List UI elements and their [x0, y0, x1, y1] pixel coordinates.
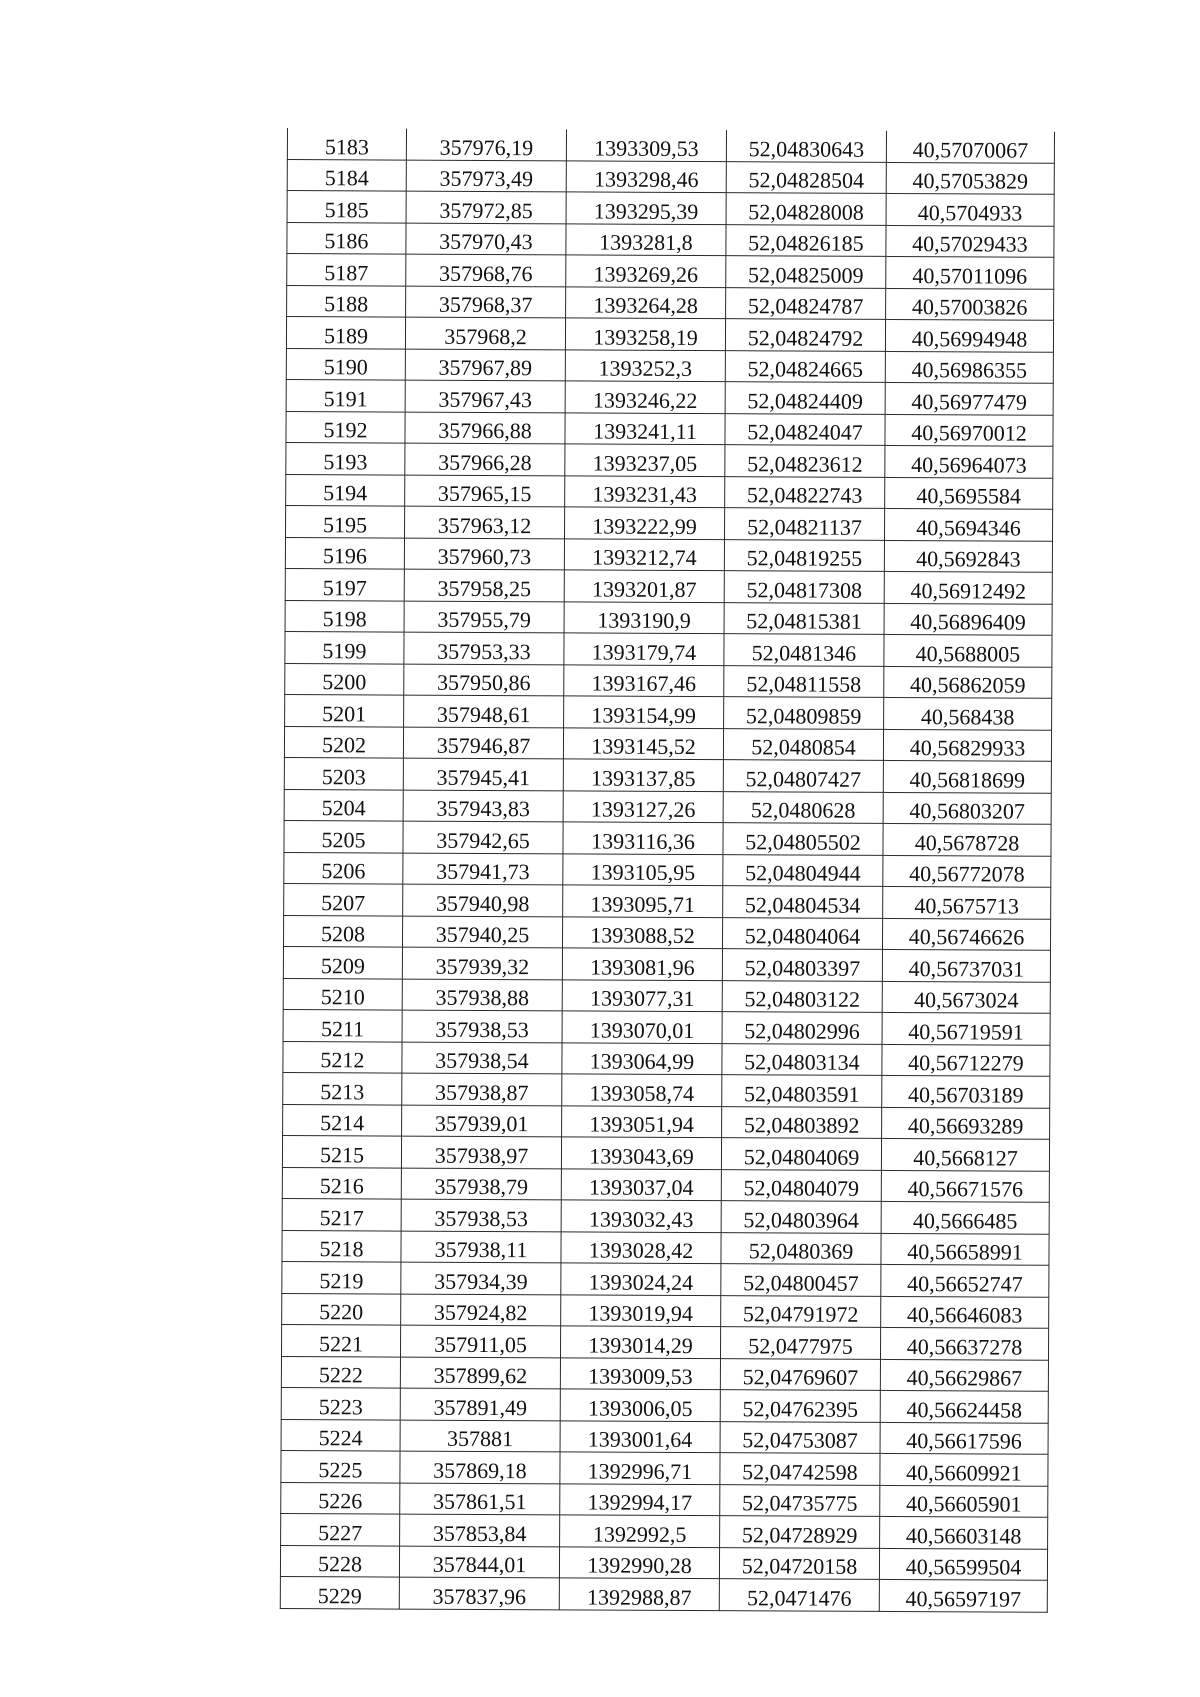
y-coordinate-cell: 1393295,39 [566, 192, 726, 224]
latitude-cell: 52,04803134 [722, 1043, 882, 1075]
x-coordinate-cell: 357939,32 [402, 947, 562, 979]
latitude-cell: 52,04803892 [722, 1106, 882, 1138]
y-coordinate-cell: 1393258,19 [565, 318, 725, 350]
point-number-cell: 5225 [281, 1450, 400, 1482]
table-row [283, 1072, 1050, 1107]
longitude-cell: 40,56617596 [880, 1422, 1048, 1454]
x-coordinate-cell: 357861,51 [400, 1483, 560, 1515]
y-coordinate-cell: 1393009,53 [560, 1357, 720, 1389]
point-number-cell: 5220 [282, 1293, 401, 1325]
latitude-cell: 52,04803964 [721, 1201, 881, 1233]
table-row [280, 1545, 1047, 1580]
y-coordinate-cell: 1393006,05 [560, 1389, 720, 1421]
x-coordinate-cell: 357966,88 [405, 412, 565, 444]
point-number-cell: 5214 [283, 1104, 402, 1136]
y-coordinate-cell: 1393145,52 [563, 727, 723, 759]
table-row [281, 1324, 1048, 1359]
longitude-cell: 40,56746626 [882, 918, 1050, 950]
latitude-cell: 52,04804944 [723, 854, 883, 886]
point-number-cell: 5228 [280, 1545, 399, 1577]
table-row [286, 505, 1053, 540]
y-coordinate-cell: 1393190,9 [564, 601, 724, 633]
y-coordinate-cell: 1393179,74 [564, 633, 724, 665]
table-row [286, 348, 1053, 383]
point-number-cell: 5226 [281, 1482, 400, 1514]
latitude-cell: 52,04800457 [721, 1264, 881, 1296]
table-row [281, 1387, 1048, 1422]
latitude-cell: 52,04728929 [720, 1516, 880, 1548]
y-coordinate-cell: 1393201,87 [564, 570, 724, 602]
point-number-cell: 5208 [284, 915, 403, 947]
latitude-cell: 52,04824047 [725, 413, 885, 445]
longitude-cell: 40,5666485 [881, 1201, 1049, 1233]
point-number-cell: 5216 [282, 1167, 401, 1199]
latitude-cell: 52,04819255 [724, 539, 884, 571]
point-number-cell: 5202 [284, 726, 403, 758]
longitude-cell: 40,56977479 [885, 382, 1053, 414]
y-coordinate-cell: 1393264,28 [566, 286, 726, 318]
point-number-cell: 5199 [285, 631, 404, 663]
x-coordinate-cell: 357899,62 [400, 1357, 560, 1389]
point-number-cell: 5219 [282, 1261, 401, 1293]
y-coordinate-cell: 1392988,87 [559, 1578, 719, 1610]
y-coordinate-cell: 1392990,28 [559, 1546, 719, 1578]
point-number-cell: 5217 [282, 1198, 401, 1230]
longitude-cell: 40,56986355 [885, 351, 1053, 383]
table-row [287, 254, 1054, 289]
x-coordinate-cell: 357869,18 [400, 1451, 560, 1483]
point-number-cell: 5183 [287, 128, 406, 160]
y-coordinate-cell: 1393032,43 [561, 1200, 721, 1232]
point-number-cell: 5193 [286, 442, 405, 474]
x-coordinate-cell: 357938,79 [401, 1168, 561, 1200]
latitude-cell: 52,04824792 [725, 319, 885, 351]
table-row [283, 978, 1050, 1013]
longitude-cell: 40,56646083 [881, 1296, 1049, 1328]
longitude-cell: 40,56964073 [885, 445, 1053, 477]
longitude-cell: 40,56652747 [881, 1264, 1049, 1296]
table-row [287, 159, 1054, 194]
y-coordinate-cell: 1393298,46 [566, 160, 726, 192]
table-row [286, 474, 1053, 509]
y-coordinate-cell: 1393064,99 [562, 1042, 722, 1074]
longitude-cell: 40,56599504 [879, 1548, 1047, 1580]
longitude-cell: 40,56896409 [884, 603, 1052, 635]
latitude-cell: 52,04791972 [721, 1295, 881, 1327]
y-coordinate-cell: 1393014,29 [560, 1326, 720, 1358]
x-coordinate-cell: 357960,73 [404, 538, 564, 570]
x-coordinate-cell: 357968,2 [405, 317, 565, 349]
point-number-cell: 5221 [281, 1324, 400, 1356]
x-coordinate-cell: 357963,12 [404, 506, 564, 538]
longitude-cell: 40,57070067 [886, 131, 1054, 163]
x-coordinate-cell: 357938,53 [401, 1199, 561, 1231]
table-row [284, 789, 1051, 824]
latitude-cell: 52,04804079 [721, 1169, 881, 1201]
table-row [281, 1482, 1048, 1517]
x-coordinate-cell: 357837,96 [399, 1577, 559, 1609]
longitude-cell: 40,56629867 [880, 1359, 1048, 1391]
point-number-cell: 5196 [285, 537, 404, 569]
point-number-cell: 5184 [287, 159, 406, 191]
longitude-cell: 40,56818699 [883, 760, 1051, 792]
y-coordinate-cell: 1393167,46 [564, 664, 724, 696]
table-row [283, 1009, 1050, 1044]
y-coordinate-cell: 1393252,3 [565, 349, 725, 381]
x-coordinate-cell: 357950,86 [404, 664, 564, 696]
table-row [285, 694, 1052, 729]
x-coordinate-cell: 357938,97 [401, 1136, 561, 1168]
point-number-cell: 5224 [281, 1419, 400, 1451]
x-coordinate-cell: 357891,49 [400, 1388, 560, 1420]
x-coordinate-cell: 357911,05 [400, 1325, 560, 1357]
longitude-cell: 40,56803207 [883, 792, 1051, 824]
y-coordinate-cell: 1393037,04 [561, 1168, 721, 1200]
y-coordinate-cell: 1393309,53 [566, 129, 726, 161]
y-coordinate-cell: 1393137,85 [563, 759, 723, 791]
table-row [284, 820, 1051, 855]
y-coordinate-cell: 1393070,01 [562, 1011, 722, 1043]
y-coordinate-cell: 1393231,43 [565, 475, 725, 507]
latitude-cell: 52,04803397 [722, 949, 882, 981]
latitude-cell: 52,04811558 [724, 665, 884, 697]
y-coordinate-cell: 1392996,71 [560, 1452, 720, 1484]
longitude-cell: 40,57029433 [886, 225, 1054, 257]
latitude-cell: 52,04825009 [726, 256, 886, 288]
table-row [285, 537, 1052, 572]
longitude-cell: 40,56829933 [883, 729, 1051, 761]
point-number-cell: 5209 [283, 946, 402, 978]
x-coordinate-cell: 357973,49 [406, 160, 566, 192]
y-coordinate-cell: 1393127,26 [563, 790, 723, 822]
x-coordinate-cell: 357968,76 [406, 254, 566, 286]
latitude-cell: 52,04815381 [724, 602, 884, 634]
y-coordinate-cell: 1393281,8 [566, 223, 726, 255]
latitude-cell: 52,04803122 [722, 980, 882, 1012]
longitude-cell: 40,56637278 [880, 1327, 1048, 1359]
longitude-cell: 40,56712279 [882, 1044, 1050, 1076]
x-coordinate-cell: 357968,37 [406, 286, 566, 318]
point-number-cell: 5198 [285, 600, 404, 632]
x-coordinate-cell: 357939,01 [402, 1105, 562, 1137]
latitude-cell: 52,04805502 [723, 823, 883, 855]
table-row [282, 1293, 1049, 1328]
x-coordinate-cell: 357945,41 [403, 758, 563, 790]
y-coordinate-cell: 1393081,96 [562, 948, 722, 980]
longitude-cell: 40,56603148 [880, 1516, 1048, 1548]
latitude-cell: 52,04769607 [720, 1358, 880, 1390]
longitude-cell: 40,56994948 [885, 319, 1053, 351]
x-coordinate-cell: 357958,25 [404, 569, 564, 601]
table-row [285, 631, 1052, 666]
table-row [282, 1261, 1049, 1296]
longitude-cell: 40,57003826 [886, 288, 1054, 320]
point-number-cell: 5210 [283, 978, 402, 1010]
y-coordinate-cell: 1393116,36 [563, 822, 723, 854]
y-coordinate-cell: 1392992,5 [560, 1515, 720, 1547]
x-coordinate-cell: 357844,01 [399, 1546, 559, 1578]
x-coordinate-cell: 357970,43 [406, 223, 566, 255]
latitude-cell: 52,04802996 [722, 1012, 882, 1044]
table-row [286, 442, 1053, 477]
longitude-cell: 40,56624458 [880, 1390, 1048, 1422]
x-coordinate-cell: 357942,65 [403, 821, 563, 853]
x-coordinate-cell: 357967,43 [405, 380, 565, 412]
y-coordinate-cell: 1393058,74 [562, 1074, 722, 1106]
table-row [281, 1513, 1048, 1548]
y-coordinate-cell: 1393043,69 [561, 1137, 721, 1169]
point-number-cell: 5194 [286, 474, 405, 506]
y-coordinate-cell: 1393222,99 [564, 507, 724, 539]
latitude-cell: 52,0480369 [721, 1232, 881, 1264]
longitude-cell: 40,5695584 [885, 477, 1053, 509]
x-coordinate-cell: 357946,87 [403, 727, 563, 759]
x-coordinate-cell: 357941,73 [403, 853, 563, 885]
longitude-cell: 40,56703189 [882, 1075, 1050, 1107]
x-coordinate-cell: 357965,15 [405, 475, 565, 507]
longitude-cell: 40,56912492 [884, 571, 1052, 603]
x-coordinate-cell: 357938,54 [402, 1042, 562, 1074]
x-coordinate-cell: 357940,98 [403, 884, 563, 916]
table-row [286, 411, 1053, 446]
latitude-cell: 52,04830643 [726, 130, 886, 162]
latitude-cell: 52,0480628 [723, 791, 883, 823]
longitude-cell: 40,5673024 [882, 981, 1050, 1013]
x-coordinate-cell: 357976,19 [406, 129, 566, 161]
y-coordinate-cell: 1393051,94 [562, 1105, 722, 1137]
coordinates-table [280, 128, 1055, 1612]
point-number-cell: 5229 [280, 1576, 399, 1608]
point-number-cell: 5189 [286, 317, 405, 349]
point-number-cell: 5187 [287, 254, 406, 286]
point-number-cell: 5205 [284, 820, 403, 852]
y-coordinate-cell: 1393077,31 [562, 979, 722, 1011]
table-row [281, 1356, 1048, 1391]
table-row [282, 1230, 1049, 1265]
table-row [282, 1198, 1049, 1233]
latitude-cell: 52,04809859 [724, 697, 884, 729]
latitude-cell: 52,04823612 [725, 445, 885, 477]
y-coordinate-cell: 1393105,95 [563, 853, 723, 885]
x-coordinate-cell: 357938,53 [402, 1010, 562, 1042]
point-number-cell: 5197 [285, 568, 404, 600]
latitude-cell: 52,0477975 [720, 1327, 880, 1359]
table-row [282, 1135, 1049, 1170]
latitude-cell: 52,04804064 [722, 917, 882, 949]
table-row [281, 1450, 1048, 1485]
longitude-cell: 40,56693289 [882, 1107, 1050, 1139]
point-number-cell: 5204 [284, 789, 403, 821]
table-row [283, 1041, 1050, 1076]
latitude-cell: 52,04824409 [725, 382, 885, 414]
latitude-cell: 52,04828008 [726, 193, 886, 225]
y-coordinate-cell: 1393212,74 [564, 538, 724, 570]
x-coordinate-cell: 357881 [400, 1420, 560, 1452]
point-number-cell: 5195 [286, 505, 405, 537]
point-number-cell: 5212 [283, 1041, 402, 1073]
longitude-cell: 40,5694346 [884, 508, 1052, 540]
longitude-cell: 40,5692843 [884, 540, 1052, 572]
table-row [287, 222, 1054, 257]
point-number-cell: 5191 [286, 379, 405, 411]
latitude-cell: 52,04822743 [725, 476, 885, 508]
point-number-cell: 5200 [285, 663, 404, 695]
longitude-cell: 40,56605901 [880, 1485, 1048, 1517]
latitude-cell: 52,04826185 [726, 224, 886, 256]
x-coordinate-cell: 357940,25 [402, 916, 562, 948]
latitude-cell: 52,04762395 [720, 1390, 880, 1422]
point-number-cell: 5206 [284, 852, 403, 884]
latitude-cell: 52,04824787 [726, 287, 886, 319]
longitude-cell: 40,56597197 [879, 1579, 1047, 1611]
longitude-cell: 40,56970012 [885, 414, 1053, 446]
table-row [284, 757, 1051, 792]
table-row [284, 726, 1051, 761]
table-row [285, 663, 1052, 698]
y-coordinate-cell: 1393246,22 [565, 381, 725, 413]
point-number-cell: 5213 [283, 1072, 402, 1104]
x-coordinate-cell: 357943,83 [403, 790, 563, 822]
latitude-cell: 52,0481346 [724, 634, 884, 666]
table-row [286, 379, 1053, 414]
longitude-cell: 40,56658991 [881, 1233, 1049, 1265]
latitude-cell: 52,04817308 [724, 571, 884, 603]
longitude-cell: 40,5704933 [886, 193, 1054, 225]
x-coordinate-cell: 357953,33 [404, 632, 564, 664]
y-coordinate-cell: 1393019,94 [561, 1294, 721, 1326]
latitude-cell: 52,04807427 [723, 760, 883, 792]
y-coordinate-cell: 1393088,52 [562, 916, 722, 948]
table-row [287, 191, 1054, 226]
latitude-cell: 52,04804534 [723, 886, 883, 918]
table-row [284, 852, 1051, 887]
latitude-cell: 52,04735775 [720, 1484, 880, 1516]
table-row [284, 883, 1051, 918]
longitude-cell: 40,57053829 [886, 162, 1054, 194]
table-row [280, 1576, 1047, 1611]
table-row [284, 915, 1051, 950]
longitude-cell: 40,5678728 [883, 823, 1051, 855]
latitude-cell: 52,04824665 [725, 350, 885, 382]
x-coordinate-cell: 357966,28 [405, 443, 565, 475]
y-coordinate-cell: 1393269,26 [566, 255, 726, 287]
latitude-cell: 52,04753087 [720, 1421, 880, 1453]
longitude-cell: 40,56671576 [881, 1170, 1049, 1202]
point-number-cell: 5201 [285, 694, 404, 726]
point-number-cell: 5192 [286, 411, 405, 443]
longitude-cell: 40,568438 [884, 697, 1052, 729]
x-coordinate-cell: 357955,79 [404, 601, 564, 633]
point-number-cell: 5223 [281, 1387, 400, 1419]
latitude-cell: 52,0471476 [719, 1579, 879, 1611]
point-number-cell: 5207 [284, 883, 403, 915]
y-coordinate-cell: 1393001,64 [560, 1420, 720, 1452]
latitude-cell: 52,0480854 [723, 728, 883, 760]
x-coordinate-cell: 357938,87 [402, 1073, 562, 1105]
point-number-cell: 5227 [281, 1513, 400, 1545]
latitude-cell: 52,04742598 [720, 1453, 880, 1485]
y-coordinate-cell: 1393024,24 [561, 1263, 721, 1295]
point-number-cell: 5185 [287, 191, 406, 223]
table-row [282, 1167, 1049, 1202]
latitude-cell: 52,04828504 [726, 161, 886, 193]
x-coordinate-cell: 357972,85 [406, 191, 566, 223]
y-coordinate-cell: 1393028,42 [561, 1231, 721, 1263]
latitude-cell: 52,04804069 [721, 1138, 881, 1170]
table-row [285, 600, 1052, 635]
longitude-cell: 40,56737031 [882, 949, 1050, 981]
point-number-cell: 5188 [287, 285, 406, 317]
longitude-cell: 40,56772078 [883, 855, 1051, 887]
point-number-cell: 5222 [281, 1356, 400, 1388]
table-row [281, 1419, 1048, 1454]
point-number-cell: 5211 [283, 1009, 402, 1041]
point-number-cell: 5190 [286, 348, 405, 380]
latitude-cell: 52,04821137 [724, 508, 884, 540]
x-coordinate-cell: 357938,11 [401, 1231, 561, 1263]
longitude-cell: 40,56862059 [884, 666, 1052, 698]
x-coordinate-cell: 357934,39 [401, 1262, 561, 1294]
longitude-cell: 40,57011096 [886, 256, 1054, 288]
y-coordinate-cell: 1393154,99 [564, 696, 724, 728]
x-coordinate-cell: 357853,84 [400, 1514, 560, 1546]
latitude-cell: 52,04720158 [719, 1547, 879, 1579]
table-row [283, 1104, 1050, 1139]
y-coordinate-cell: 1393241,11 [565, 412, 725, 444]
point-number-cell: 5218 [282, 1230, 401, 1262]
table-row [283, 946, 1050, 981]
x-coordinate-cell: 357938,88 [402, 979, 562, 1011]
x-coordinate-cell: 357924,82 [401, 1294, 561, 1326]
y-coordinate-cell: 1393237,05 [565, 444, 725, 476]
y-coordinate-cell: 1393095,71 [563, 885, 723, 917]
coordinates-table-body [280, 128, 1054, 1612]
longitude-cell: 40,56609921 [880, 1453, 1048, 1485]
table-row [286, 317, 1053, 352]
longitude-cell: 40,5675713 [883, 886, 1051, 918]
point-number-cell: 5186 [287, 222, 406, 254]
x-coordinate-cell: 357967,89 [405, 349, 565, 381]
longitude-cell: 40,5688005 [884, 634, 1052, 666]
table-row [285, 568, 1052, 603]
latitude-cell: 52,04803591 [722, 1075, 882, 1107]
table-row [287, 128, 1054, 163]
point-number-cell: 5215 [282, 1135, 401, 1167]
point-number-cell: 5203 [284, 757, 403, 789]
longitude-cell: 40,56719591 [882, 1012, 1050, 1044]
x-coordinate-cell: 357948,61 [404, 695, 564, 727]
table-row [287, 285, 1054, 320]
longitude-cell: 40,5668127 [881, 1138, 1049, 1170]
y-coordinate-cell: 1392994,17 [560, 1483, 720, 1515]
